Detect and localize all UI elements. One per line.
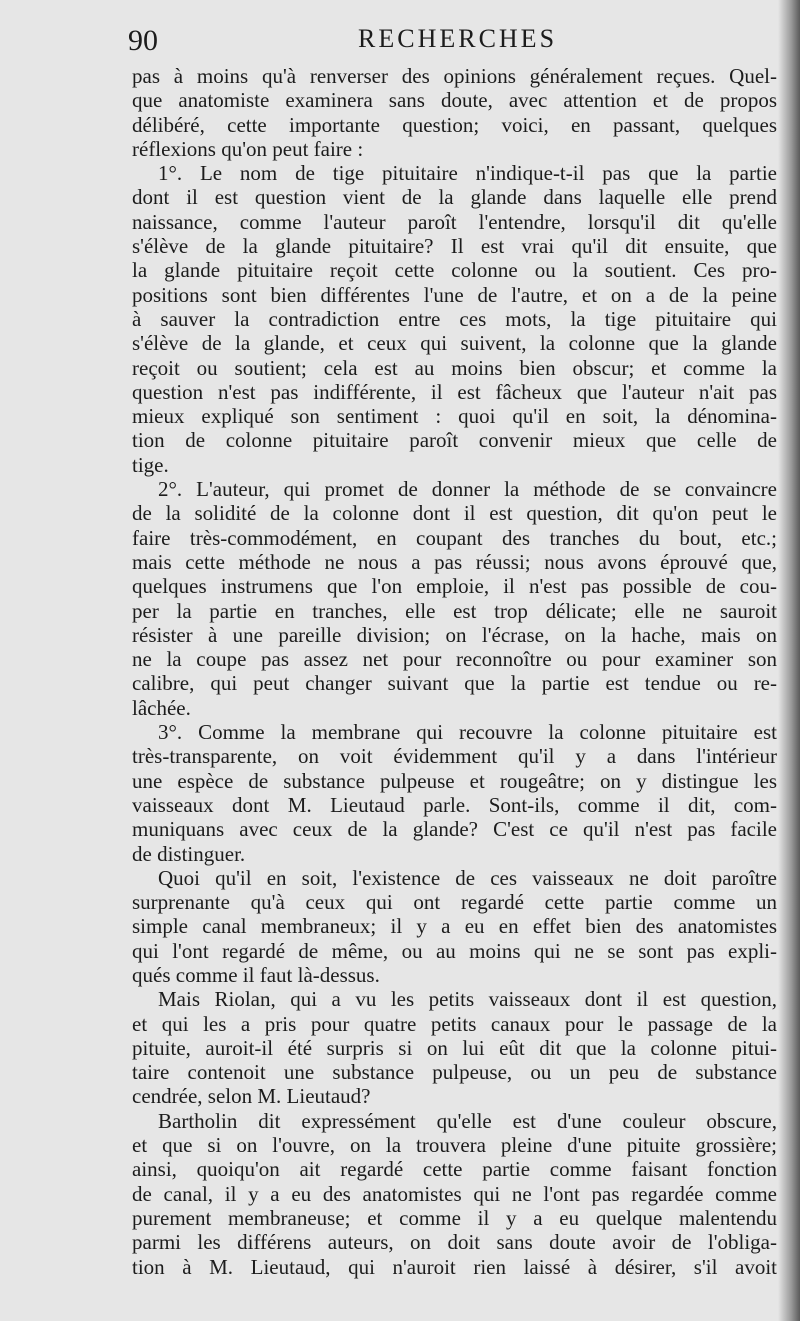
text-line: ne la coupe pas assez net pour reconnoître ou pour examiner son	[132, 647, 777, 672]
text-line: 2°. L'auteur, qui promet de donner la méthode de se convaincre	[158, 477, 777, 502]
text-line: et qui les a pris pour quatre petits canaux pour le passage de la	[132, 1011, 777, 1036]
text-line: de distinguer.	[132, 841, 246, 866]
text-line: tion de colonne pituitaire paroît convenir mieux que celle de	[132, 428, 777, 453]
text-line: très-transparente, on voit évidemment qu'il y a dans l'intérieur	[132, 744, 777, 769]
text-line: Bartholin dit expressément qu'elle est d'une couleur obscure,	[158, 1108, 777, 1133]
text-line: purement membraneuse; et comme il y a eu quelque malentendu	[132, 1205, 777, 1230]
text-line: muniquans avec ceux de la glande? C'est ce qu'il n'est pas facile	[132, 817, 777, 842]
text-line: une espèce de substance pulpeuse et rougeâtre; on y distingue les	[132, 768, 777, 793]
text-line: résister à une pareille division; on l'écrase, on la hache, mais on	[132, 622, 777, 647]
text-line: à sauver la contradiction entre ces mots, la tige pituitaire qui	[132, 306, 777, 331]
text-line: mais cette méthode ne nous a pas réussi; nous avons éprouvé que,	[132, 549, 777, 574]
page-number: 90	[128, 24, 158, 57]
text-line: tige.	[132, 452, 169, 477]
text-line: s'élève de la glande pituitaire? Il est vrai qu'il dit ensuite, que	[132, 234, 777, 259]
text-line: dont il est question vient de la glande dans laquelle elle prend	[132, 185, 777, 210]
text-line: qués comme il faut là-dessus.	[132, 962, 380, 987]
text-line: et que si on l'ouvre, on la trouvera pleine d'une pituite grossière;	[132, 1133, 777, 1158]
body-text	[132, 64, 777, 1279]
text-line: pituite, auroit-il été surpris si on lui eût dit que la colonne pitui-	[132, 1035, 777, 1060]
text-line: positions sont bien différentes l'une de l'autre, et on a de la peine	[132, 282, 777, 307]
text-line: la glande pituitaire reçoit cette colonne ou la soutient. Ces pro-	[132, 258, 777, 283]
text-line: parmi les différens auteurs, on doit sans doute avoir de l'obliga-	[132, 1230, 777, 1255]
text-line: mieux expliqué son sentiment : quoi qu'il en soit, la dénomina-	[132, 404, 777, 429]
text-line: s'élève de la glande, et ceux qui suivent, la colonne que la glande	[132, 331, 777, 356]
text-line: Quoi qu'il en soit, l'existence de ces vaisseaux ne doit paroître	[158, 865, 777, 890]
text-line: ainsi, quoiqu'on ait regardé cette partie comme faisant fonction	[132, 1157, 777, 1182]
text-line: 1°. Le nom de tige pituitaire n'indique-t-il pas que la partie	[158, 161, 777, 186]
text-line: calibre, qui peut changer suivant que la partie est tendue ou re-	[132, 671, 777, 696]
text-line: faire très-commodément, en coupant des tranches du bout, etc.;	[132, 525, 777, 550]
text-line: cendrée, selon M. Lieutaud?	[132, 1084, 371, 1109]
text-line: simple canal membraneux; il y a eu en effet bien des anatomistes	[132, 914, 777, 939]
text-line: tion à M. Lieutaud, qui n'auroit rien laissé à désirer, s'il avoit	[132, 1254, 777, 1279]
text-line: de canal, il y a eu des anatomistes qui ne l'ont pas regardée comme	[132, 1181, 777, 1206]
page-header	[128, 18, 768, 58]
text-line: lâchée.	[132, 695, 191, 720]
text-line: pas à moins qu'à renverser des opinions généralement reçues. Quel-	[132, 64, 777, 88]
text-line: de la solidité de la colonne dont il est question, dit qu'on peut le	[132, 501, 777, 526]
text-line: reçoit ou soutient; cela est au moins bien obscur; et comme la	[132, 355, 777, 380]
text-line: taire contenoit une substance pulpeuse, ou un peu de substance	[132, 1060, 777, 1085]
text-line: réflexions qu'on peut faire :	[132, 136, 364, 161]
text-line: naissance, comme l'auteur paroît l'entendre, lorsqu'il dit qu'elle	[132, 209, 777, 234]
text-line: surprenante qu'à ceux qui ont regardé cette partie comme un	[132, 890, 777, 915]
text-line: vaisseaux dont M. Lieutaud parle. Sont-ils, comme il dit, com-	[132, 792, 777, 817]
text-line: Mais Riolan, qui a vu les petits vaisseaux dont il est question,	[158, 987, 777, 1012]
page-gutter-shadow	[778, 0, 800, 1321]
text-line: délibéré, cette importante question; voici, en passant, quelques	[132, 112, 777, 137]
running-head: RECHERCHES	[358, 24, 558, 53]
text-line: que anatomiste examinera sans doute, avec attention et de propos	[132, 88, 777, 113]
text-line: quelques instrumens que l'on emploie, il n'est pas possible de cou-	[132, 574, 777, 599]
text-line: qui l'ont regardé de même, ou au moins qui ne se sont pas expli-	[132, 938, 777, 963]
text-line: 3°. Comme la membrane qui recouvre la colonne pituitaire est	[158, 720, 777, 745]
text-line: per la partie en tranches, elle est trop délicate; elle ne sauroit	[132, 598, 777, 623]
text-line: question n'est pas indifférente, il est fâcheux que l'auteur n'ait pas	[132, 379, 777, 404]
